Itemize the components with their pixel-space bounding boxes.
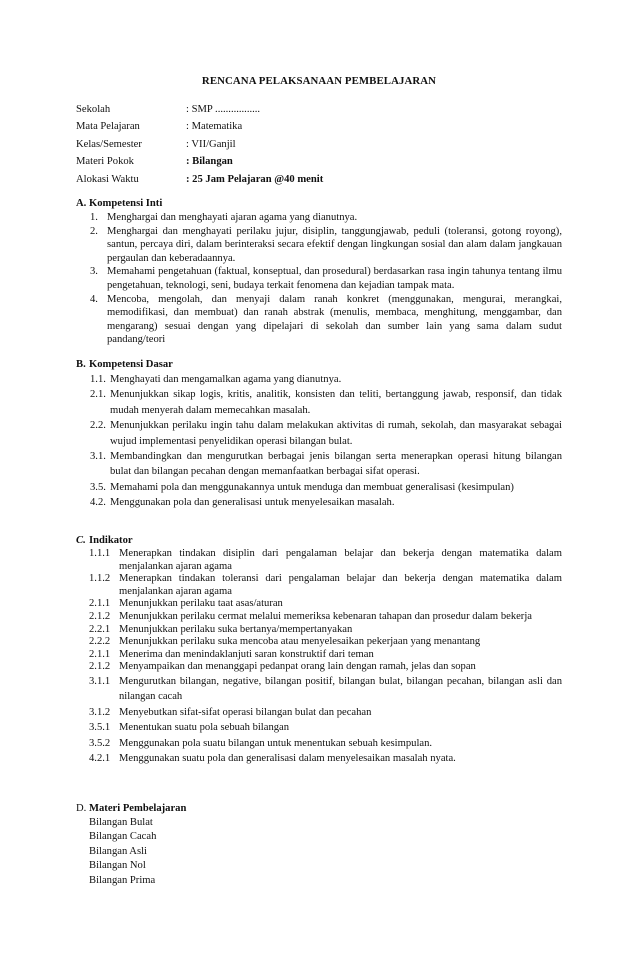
info-table <box>76 101 576 188</box>
info-row-subject <box>76 118 576 135</box>
list-item <box>76 225 562 266</box>
item-text: Menyampaikan dan menanggapi pedanpat orang lain dengan ramah, jelas dan sopan <box>119 661 476 673</box>
item-number: 3.5.2 <box>89 737 111 749</box>
item-text: Menunjukkan perilaku cermat melalui memeriksa kebenaran tahapan dan prosedur dalam bekerja <box>119 610 532 622</box>
item-number: 1. <box>90 212 98 223</box>
list-item <box>76 548 562 573</box>
item-number: 2.1.2 <box>89 610 111 622</box>
item-text: Menunjukkan perilaku taat asas/aturan <box>119 598 283 610</box>
item-number: 4.2. <box>90 497 106 509</box>
item-text: Memahami pengetahuan (faktual, konseptual, dan prosedural) berdasarkan rasa ingin tahunya tentang ilmu pengetahuan, teknologi, seni, budaya terkait fenomena dan kejadian tampak mata. <box>107 266 562 291</box>
item-number: 2.2.1 <box>89 623 111 635</box>
section-title: Indikator <box>89 535 133 546</box>
item-text: Menunjukkan perilaku suka mencoba atau menyelesaikan pekerjaan yang menantang <box>119 636 481 648</box>
item-number: 2.2. <box>90 420 106 432</box>
item-number: 2.1.1 <box>89 598 111 610</box>
list-item <box>76 449 562 480</box>
item-number: 1.1.1 <box>89 548 111 559</box>
item-text: Menunjukkan sikap logis, kritis, analitik, konsisten dan teliti, bertanggung jawab, responsif, dan tidak mudah menyerah dalam memecahkan masalah. <box>110 389 562 416</box>
info-label: Alokasi Waktu <box>76 173 139 185</box>
item-text: Menggunakan suatu pola dan generalisasi dalam menyelesaikan masalah nyata. <box>119 752 456 764</box>
item-text: Menggunakan pola dan generalisasi untuk menyelesaikan masalah. <box>110 497 395 509</box>
list-item <box>76 636 562 649</box>
item-number: 1.1. <box>90 374 106 385</box>
item-number: 3.1. <box>90 451 106 463</box>
item-number: 1.1.2 <box>89 573 111 585</box>
item-number: 2.1.1 <box>89 648 111 660</box>
list-item <box>76 372 562 387</box>
list-item <box>76 418 562 449</box>
list-item <box>76 751 562 766</box>
item-text: Menghayati dan mengamalkan agama yang dianutnya. <box>110 374 342 385</box>
info-label: Materi Pokok <box>76 156 134 168</box>
item-number: 2. <box>90 225 98 237</box>
item-number: 2.2.2 <box>89 636 111 648</box>
section-heading <box>76 357 562 372</box>
item-number: 3.1.1 <box>89 675 111 687</box>
item-number: 2.1. <box>90 389 106 401</box>
section-list <box>76 548 562 766</box>
list-item <box>76 611 562 624</box>
section-letter: A. <box>76 198 87 209</box>
item-number: 3. <box>90 266 98 278</box>
item-text: Menerapkan tindakan disiplin dari pengalaman belajar dan bekerja dengan matematika dalam menjalankan ajaran agama <box>119 548 562 572</box>
item-text: Menunjukkan perilaku ingin tahu dalam melakukan aktivitas di rumah, sekolah, dan masyarakat sebagai wujud implementasi penyelidikan operasi bilangan bulat. <box>110 420 562 447</box>
section-heading <box>76 196 562 211</box>
item-number: 4.2.1 <box>89 752 111 764</box>
item-text: Menyebutkan sifat-sifat operasi bilangan bulat dan pecahan <box>119 706 372 718</box>
list-item <box>76 705 562 720</box>
section-indikator <box>76 533 562 766</box>
section-list <box>76 211 562 347</box>
list-item <box>76 674 562 705</box>
section-title: Kompetensi Inti <box>89 198 163 209</box>
info-label: Kelas/Semester <box>76 138 142 150</box>
list-item: Bilangan Prima <box>89 874 156 886</box>
list-item: Bilangan Cacah <box>89 831 157 843</box>
list-item <box>76 480 562 495</box>
item-text: Mengurutkan bilangan, negative, bilangan positif, bilangan bulat, bilangan pecahan, bilangan asli dan nilangan cacah <box>119 675 562 703</box>
item-text: Menghargai dan menghayati ajaran agama yang dianutnya. <box>107 212 358 223</box>
section-heading <box>76 533 562 548</box>
list-item <box>76 736 562 751</box>
section-kompetensi-dasar <box>76 357 562 511</box>
item-text: Menentukan suatu pola sebuah bilangan <box>119 722 290 734</box>
section-letter: C. <box>76 535 86 546</box>
info-label: Mata Pelajaran <box>76 121 140 133</box>
info-row-school <box>76 101 576 118</box>
info-value: : 25 Jam Pelajaran @40 menit <box>186 173 324 185</box>
section-title: Materi Pembelajaran <box>89 803 187 814</box>
list-item: Bilangan Bulat <box>89 817 153 828</box>
item-number: 2.1.2 <box>89 661 111 673</box>
item-text: Menghargai dan menghayati perilaku jujur, disiplin, tanggungjawab, peduli (toleransi, gotong royong), santun, percaya diri, dalam berinteraksi secara efektif dengan lingkungan sosial dan alam dalam jangkauan pergaulan dan keberadaannya. <box>107 225 562 264</box>
info-value: : Matematika <box>186 121 243 133</box>
section-letter: D. <box>76 803 87 814</box>
list-item <box>76 598 562 611</box>
list-item <box>76 624 562 637</box>
section-kompetensi-inti <box>76 196 562 347</box>
section-list <box>76 372 562 511</box>
info-label: Sekolah <box>76 104 111 115</box>
list-item <box>76 720 562 735</box>
item-text: Menggunakan pola suatu bilangan untuk menentukan sebuah kesimpulan. <box>119 737 433 749</box>
section-list <box>76 816 562 888</box>
info-value: : SMP ................. <box>186 104 261 115</box>
item-number: 3.1.2 <box>89 706 111 718</box>
info-value: : VII/Ganjil <box>186 138 236 150</box>
info-value: : Bilangan <box>186 156 233 168</box>
item-text: Menunjukkan perilaku suka bertanya/mempertanyakan <box>119 623 353 635</box>
item-number: 3.5. <box>90 481 106 493</box>
item-text: Menerima dan menindaklanjuti saran konstruktif dari teman <box>119 648 374 660</box>
document-title: RENCANA PELAKSANAAN PEMBELAJARAN <box>201 75 437 87</box>
item-number: 3.5.1 <box>89 722 111 734</box>
list-item <box>76 211 562 225</box>
item-text: Mencoba, mengolah, dan menyaji dalam ranah konkret (menggunakan, mengurai, merangkai, memodifikasi, dan membuat) dan ranah abstrak (menulis, membaca, menghitung, menggambar, dan mengarang) sesuai dengan yang dipelajari di sekolah dan sumber lain yang sama dalam sudut pandang/teori <box>107 293 562 346</box>
item-number: 4. <box>90 293 98 305</box>
section-materi-pembelajaran <box>76 801 562 888</box>
list-item <box>76 387 562 418</box>
section-letter: B. <box>76 359 86 370</box>
item-text: Membandingkan dan mengurutkan berbagai jenis bilangan serta menerapkan operasi hitung bilangan bulat dan bilangan pecahan dengan memanfaatkan berbagai sifat operasi. <box>110 451 562 478</box>
list-item <box>76 265 562 292</box>
info-row-class <box>76 136 576 153</box>
item-text: Memahami pola dan menggunakannya untuk menduga dan membuat generalisasi (kesimpulan) <box>110 481 514 493</box>
list-item <box>76 495 562 510</box>
section-heading <box>76 801 562 816</box>
list-item <box>76 649 562 662</box>
list-item: Bilangan Asli <box>89 845 147 857</box>
list-item <box>76 293 562 347</box>
list-item: Bilangan Nol <box>89 860 146 872</box>
item-text: Menerapkan tindakan toleransi dari pengalaman belajar dan bekerja dengan matematika dalam menjalankan ajaran agama <box>119 573 562 597</box>
info-row-topic <box>76 153 576 170</box>
list-item <box>76 661 562 674</box>
info-row-time <box>76 171 576 188</box>
list-item <box>76 573 562 598</box>
section-title: Kompetensi Dasar <box>89 359 173 370</box>
